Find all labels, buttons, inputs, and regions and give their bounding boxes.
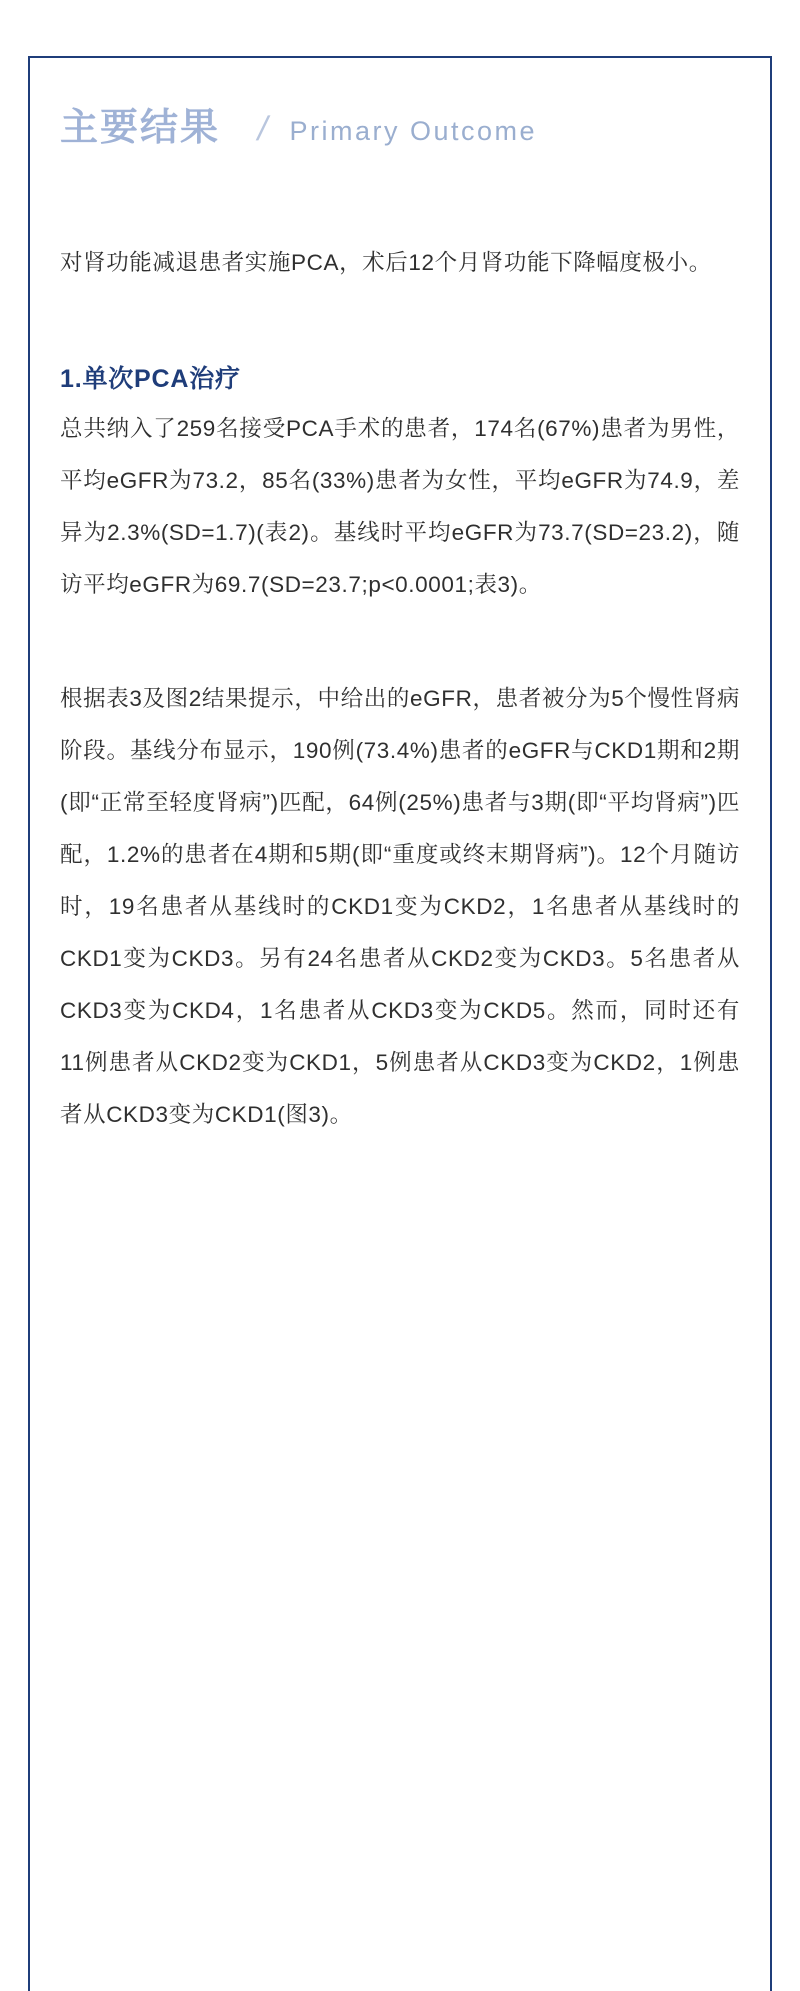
- page-title-english: Primary Outcome: [289, 116, 538, 146]
- section-heading-1: 1.单次PCA治疗: [60, 365, 241, 393]
- lead-paragraph: 对肾功能减退患者实施PCA，术后12个月肾功能下降幅度极小。: [60, 250, 712, 275]
- page-title-chinese: 主要结果: [60, 107, 221, 149]
- title-separator-icon: /: [254, 110, 272, 148]
- page-title-block: [60, 0, 740, 151]
- section-1-paragraph: 总共纳入了259名接受PCA手术的患者，174名(67%)患者为男性，平均eGFR为73.2，85名(33%)患者为女性，平均eGFR为74.9，差异为2.3%(SD=1.7)(表2)。基线时平均eGFR为73.7(SD=23.2)，随访平均eGFR为69.7(SD=23.7;p<0.0001;表3)。: [60, 416, 740, 597]
- section-2-paragraph: 根据表3及图2结果提示，中给出的eGFR，患者被分为5个慢性肾病阶段。基线分布显示，190例(73.4%)患者的eGFR与CKD1期和2期(即“正常至轻度肾病”)匹配，64例(25%)患者与3期(即“平均肾病”)匹配，1.2%的患者在4期和5期(即“重度或终末期肾病”)。12个月随访时，19名患者从基线时的CKD1变为CKD2，1名患者从基线时的CKD1变为CKD3。另有24名患者从CKD2变为CKD3。5名患者从CKD3变为CKD4，1名患者从CKD3变为CKD5。然而，同时还有11例患者从CKD2变为CKD1，5例患者从CKD3变为CKD2，1例患者从CKD3变为CKD1(图3)。: [60, 686, 740, 1127]
